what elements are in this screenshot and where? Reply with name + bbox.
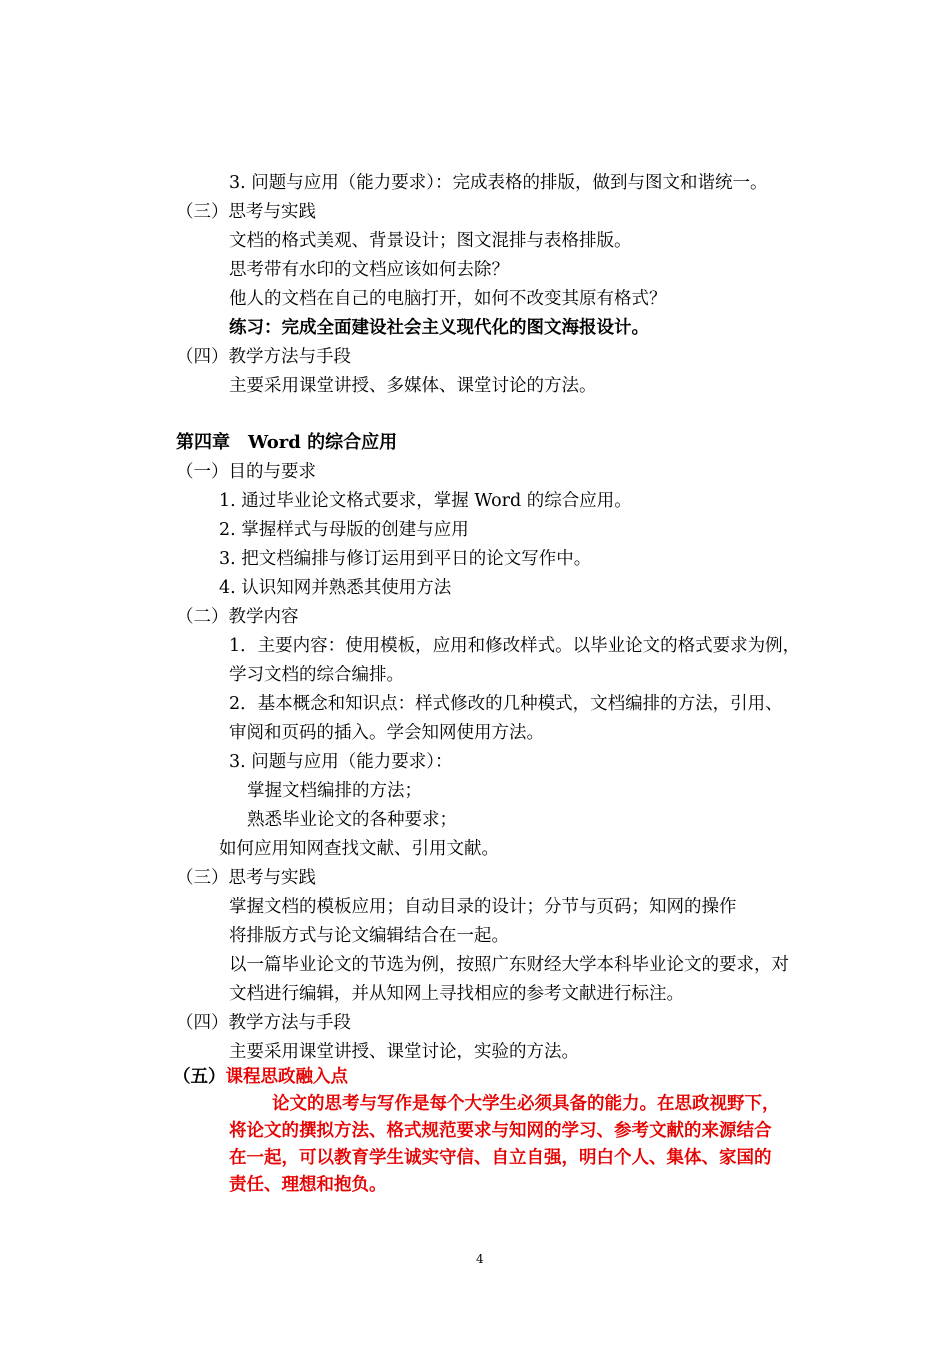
section-heading: （一）目的与要求 — [176, 462, 316, 482]
ideology-line: 在一起，可以教育学生诚实守信、自立自强，明白个人、集体、家国的 — [229, 1148, 772, 1168]
section-heading: （四）教学方法与手段 — [176, 1013, 351, 1033]
line: 审阅和页码的插入。学会知网使用方法。 — [229, 723, 544, 743]
ideology-line: 责任、理想和抱负。 — [229, 1175, 387, 1195]
list-item: 4. 认识知网并熟悉其使用方法 — [219, 578, 452, 598]
line: 学习文档的综合编排。 — [229, 665, 404, 685]
line: 主要采用课堂讲授、多媒体、课堂讨论的方法。 — [229, 376, 597, 396]
section-prefix: （五） — [173, 1067, 226, 1087]
line: 如何应用知网查找文献、引用文献。 — [219, 839, 499, 859]
line: 以一篇毕业论文的节选为例，按照广东财经大学本科毕业论文的要求，对 — [229, 955, 789, 975]
line: 文档的格式美观、背景设计；图文混排与表格排版。 — [229, 231, 632, 251]
section-heading: （四）教学方法与手段 — [176, 347, 351, 367]
line: 将排版方式与论文编辑结合在一起。 — [229, 926, 509, 946]
line: 熟悉毕业论文的各种要求； — [247, 810, 457, 830]
ideology-line: 论文的思考与写作是每个大学生必须具备的能力。在思政视野下， — [272, 1094, 780, 1114]
exercise-line: 练习：完成全面建设社会主义现代化的图文海报设计。 — [229, 318, 649, 338]
line: 掌握文档的模板应用；自动目录的设计；分节与页码；知网的操作 — [229, 897, 737, 917]
section-heading: （三）思考与实践 — [176, 202, 316, 222]
section-heading: （二）教学内容 — [176, 607, 299, 627]
line: 文档进行编辑，并从知网上寻找相应的参考文献进行标注。 — [229, 984, 684, 1004]
line: 他人的文档在自己的电脑打开，如何不改变其原有格式？ — [229, 289, 667, 309]
line: 2．基本概念和知识点：样式修改的几种模式，文档编排的方法，引用、 — [229, 694, 783, 714]
ideology-line: 将论文的撰拟方法、格式规范要求与知网的学习、参考文献的来源结合 — [229, 1121, 772, 1141]
ideology-heading — [173, 1065, 348, 1089]
line: 1．主要内容：使用模板，应用和修改样式。以毕业论文的格式要求为例， — [229, 636, 801, 656]
line: 掌握文档编排的方法； — [247, 781, 422, 801]
line: 主要采用课堂讲授、课堂讨论，实验的方法。 — [229, 1042, 579, 1062]
list-item: 1. 通过毕业论文格式要求，掌握 Word 的综合应用。 — [219, 491, 632, 511]
chapter-title: 第四章 Word 的综合应用 — [176, 432, 398, 453]
line: 3. 问题与应用（能力要求）： — [229, 752, 453, 772]
list-item: 3. 把文档编排与修订运用到平日的论文写作中。 — [219, 549, 592, 569]
line: 思考带有水印的文档应该如何去除？ — [229, 260, 509, 280]
line: 3. 问题与应用（能力要求）：完成表格的排版，做到与图文和谐统一。 — [229, 173, 768, 193]
section-heading: （三）思考与实践 — [176, 868, 316, 888]
page-number: 4 — [476, 1252, 484, 1266]
list-item: 2. 掌握样式与母版的创建与应用 — [219, 520, 469, 540]
ideology-title: 课程思政融入点 — [225, 1067, 348, 1087]
